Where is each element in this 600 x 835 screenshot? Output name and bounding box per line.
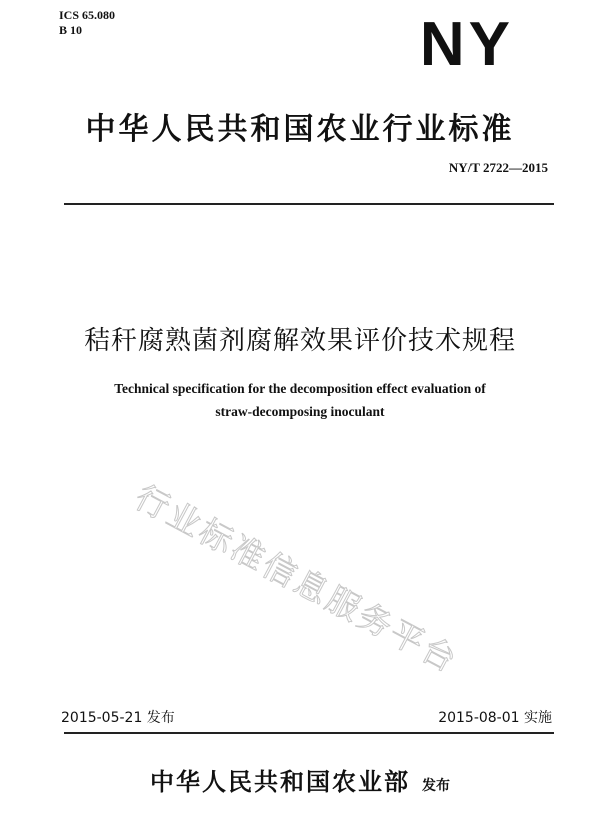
- top-divider: [64, 203, 554, 205]
- document-title-cn: 秸秆腐熟菌剂腐解效果评价技术规程: [83, 326, 516, 356]
- issue-date: 2015-05-21 发布: [61, 710, 175, 726]
- publisher-name: 中华人民共和国农业部: [150, 768, 410, 796]
- publisher: [0, 762, 600, 797]
- ny-logo: NY: [419, 10, 514, 79]
- document-title-en: [0, 377, 600, 423]
- ics-classification: [59, 8, 115, 38]
- document-title-en-line2: straw-decomposing inoculant: [215, 404, 385, 419]
- watermark-container: [128, 472, 530, 681]
- classification-code: B 10: [59, 23, 83, 37]
- document-title-en-line1: Technical specification for the decomposition effect evaluation of: [114, 381, 486, 396]
- ics-code: ICS 65.080: [59, 8, 116, 22]
- implementation-date: 2015-08-01 实施: [438, 710, 552, 726]
- publisher-suffix: 发布: [422, 778, 450, 794]
- bottom-divider: [64, 732, 554, 734]
- standard-number: NY/T 2722—2015: [448, 160, 548, 175]
- watermark: 行业标准信息服务平台: [128, 477, 466, 681]
- standard-title: 中华人民共和国农业行业标准: [85, 112, 515, 147]
